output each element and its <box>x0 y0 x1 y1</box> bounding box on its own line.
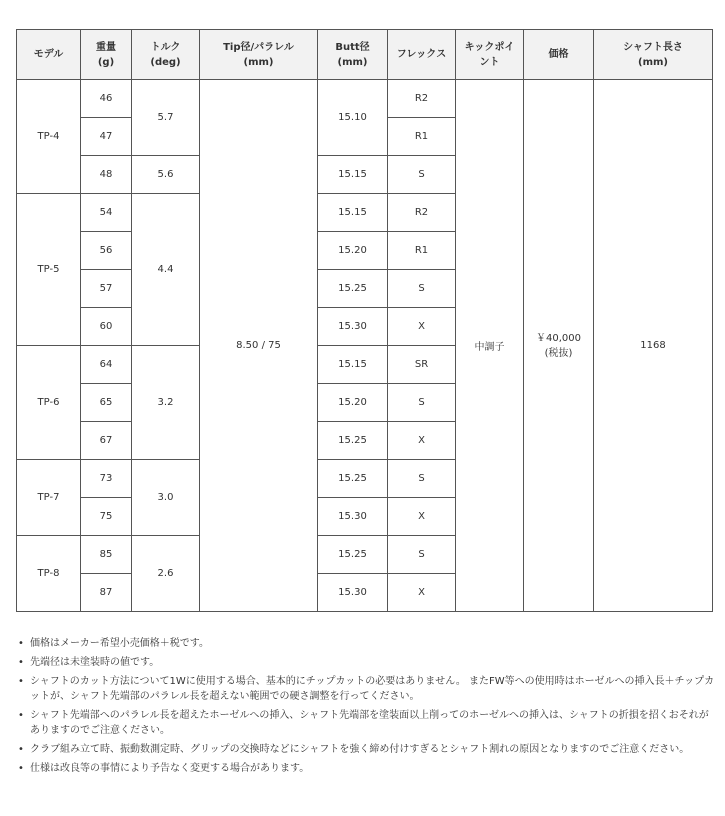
note-text: 先端径は未塗装時の値です。 <box>30 657 160 668</box>
torque-cell: 3.0 <box>132 460 200 536</box>
flex-cell: S <box>388 384 456 422</box>
butt-cell: 15.25 <box>318 422 388 460</box>
bullet-icon: • <box>18 744 24 755</box>
tip-parallel-cell: 8.50 / 75 <box>200 80 318 612</box>
butt-cell: 15.10 <box>318 80 388 156</box>
bullet-icon: • <box>18 638 24 649</box>
flex-cell: S <box>388 460 456 498</box>
flex-cell: X <box>388 422 456 460</box>
weight-cell: 57 <box>81 270 132 308</box>
flex-cell: S <box>388 270 456 308</box>
butt-cell: 15.25 <box>318 460 388 498</box>
model-cell: TP-8 <box>17 536 81 612</box>
butt-cell: 15.20 <box>318 384 388 422</box>
flex-cell: X <box>388 574 456 612</box>
header-torque: トルク (deg) <box>132 30 200 80</box>
torque-cell: 3.2 <box>132 346 200 460</box>
butt-cell: 15.25 <box>318 270 388 308</box>
weight-cell: 46 <box>81 80 132 118</box>
flex-cell: R1 <box>388 118 456 156</box>
weight-cell: 47 <box>81 118 132 156</box>
price-cell: ￥40,000 (税抜) <box>524 80 594 612</box>
kick-point-cell: 中調子 <box>456 80 524 612</box>
butt-cell: 15.30 <box>318 498 388 536</box>
flex-cell: R2 <box>388 80 456 118</box>
weight-cell: 64 <box>81 346 132 384</box>
note-text: 価格はメーカー希望小売価格＋税です。 <box>30 638 209 649</box>
table-header-row <box>17 30 713 80</box>
torque-cell: 4.4 <box>132 194 200 346</box>
weight-cell: 85 <box>81 536 132 574</box>
weight-cell: 65 <box>81 384 132 422</box>
weight-cell: 73 <box>81 460 132 498</box>
note-item <box>16 655 716 670</box>
bullet-icon: • <box>18 763 24 774</box>
shaft-spec-table <box>16 29 713 612</box>
note-item <box>16 636 716 651</box>
butt-cell: 15.30 <box>318 308 388 346</box>
flex-cell: X <box>388 498 456 536</box>
flex-cell: R2 <box>388 194 456 232</box>
model-cell: TP-5 <box>17 194 81 346</box>
weight-cell: 60 <box>81 308 132 346</box>
butt-cell: 15.30 <box>318 574 388 612</box>
model-cell: TP-4 <box>17 80 81 194</box>
table-row <box>17 80 713 118</box>
weight-cell: 48 <box>81 156 132 194</box>
note-text: シャフトのカット方法について1Wに使用する場合、基本的にチップカットの必要はありません。 またFW等への使用時はホーゼルへの挿入長＋チップカットが、シャフト先端部のパラレル長を超えない範囲での硬さ調整を行ってください。 <box>30 676 715 702</box>
model-cell: TP-7 <box>17 460 81 536</box>
note-item <box>16 742 716 757</box>
table-body <box>17 80 713 612</box>
header-butt: Butt径 (mm) <box>318 30 388 80</box>
note-text: シャフト先端部へのパラレル長を超えたホーゼルへの挿入、シャフト先端部を塗装面以上削ってのホーゼルへの挿入は、シャフトの折損を招くおそれがありますのでご注意ください。 <box>30 710 709 736</box>
weight-cell: 54 <box>81 194 132 232</box>
weight-cell: 56 <box>81 232 132 270</box>
weight-cell: 87 <box>81 574 132 612</box>
butt-cell: 15.20 <box>318 232 388 270</box>
header-tip-parallel: Tip径/パラレル (mm) <box>200 30 318 80</box>
bullet-icon: • <box>18 676 24 687</box>
flex-cell: SR <box>388 346 456 384</box>
header-price: 価格 <box>524 30 594 80</box>
flex-cell: X <box>388 308 456 346</box>
flex-cell: S <box>388 156 456 194</box>
note-item <box>16 708 716 738</box>
bullet-icon: • <box>18 710 24 721</box>
model-cell: TP-6 <box>17 346 81 460</box>
torque-cell: 2.6 <box>132 536 200 612</box>
flex-cell: S <box>388 536 456 574</box>
header-flex: フレックス <box>388 30 456 80</box>
header-weight: 重量 (g) <box>81 30 132 80</box>
header-shaft-length: シャフト長さ (mm) <box>594 30 713 80</box>
notes-list <box>16 636 716 780</box>
bullet-icon: • <box>18 657 24 668</box>
note-item <box>16 674 716 704</box>
shaft-length-cell: 1168 <box>594 80 713 612</box>
weight-cell: 67 <box>81 422 132 460</box>
flex-cell: R1 <box>388 232 456 270</box>
torque-cell: 5.7 <box>132 80 200 156</box>
butt-cell: 15.15 <box>318 156 388 194</box>
butt-cell: 15.15 <box>318 194 388 232</box>
torque-cell: 5.6 <box>132 156 200 194</box>
note-text: クラブ組み立て時、振動数測定時、グリップの交換時などにシャフトを強く締め付けすぎるとシャフト割れの原因となりますのでご注意ください。 <box>30 744 690 755</box>
note-item <box>16 761 716 776</box>
butt-cell: 15.15 <box>318 346 388 384</box>
header-kick-point: キックポイ ント <box>456 30 524 80</box>
note-text: 仕様は改良等の事情により予告なく変更する場合があります。 <box>30 763 310 774</box>
butt-cell: 15.25 <box>318 536 388 574</box>
weight-cell: 75 <box>81 498 132 536</box>
header-model: モデル <box>17 30 81 80</box>
